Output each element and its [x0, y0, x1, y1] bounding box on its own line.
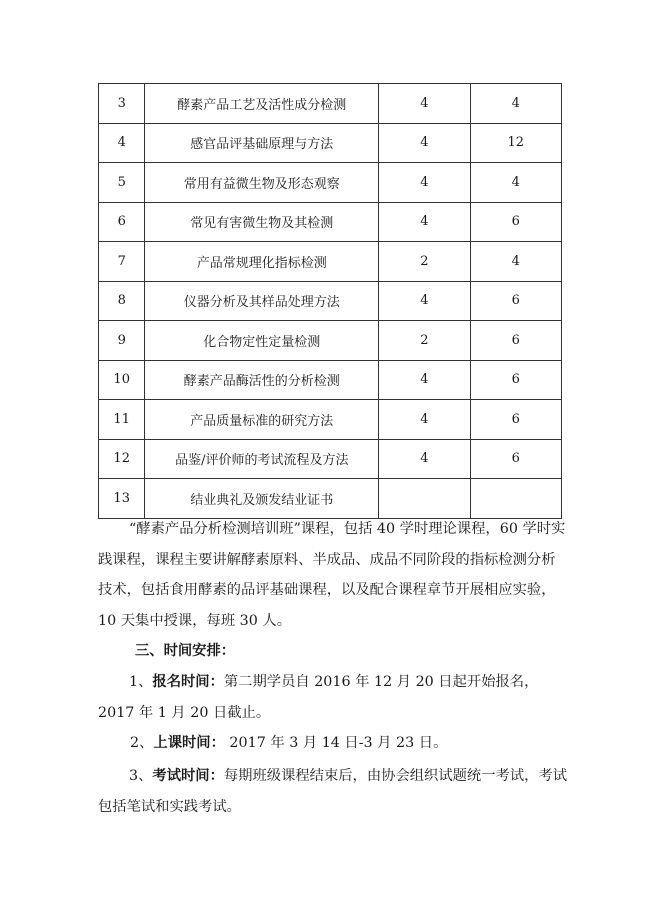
practice-hours-cell: 6	[470, 202, 562, 242]
row-number-cell: 3	[99, 84, 145, 124]
table-row	[99, 439, 562, 479]
row-number-cell: 9	[99, 321, 145, 361]
table-row	[99, 84, 562, 124]
item-text: 2017 年 3 月 14 日-3 月 23 日。	[224, 735, 448, 751]
course-content-cell: 感官品评基础原理与方法	[145, 123, 379, 163]
practice-hours-cell: 4	[470, 163, 562, 203]
table-row	[99, 202, 562, 242]
theory-hours-cell: 4	[379, 202, 470, 242]
table-row	[99, 163, 562, 203]
item-label: 上课时间：	[153, 735, 225, 751]
theory-hours-cell: 4	[379, 163, 470, 203]
course-schedule-table	[98, 83, 562, 519]
section-heading-schedule: 三、时间安排：	[135, 643, 236, 659]
course-content-cell: 产品质量标准的研究方法	[145, 400, 379, 440]
item-label: 考试时间：	[152, 768, 224, 784]
practice-hours-cell	[470, 479, 562, 519]
table-row	[99, 281, 562, 321]
theory-hours-cell: 4	[379, 400, 470, 440]
theory-hours-cell: 4	[379, 439, 470, 479]
item-number: 2、	[130, 735, 154, 751]
practice-hours-cell: 6	[470, 400, 562, 440]
item-text: 每期班级课程结束后，由协会组织试题统一考试，考试包括笔试和实践考试。	[98, 768, 568, 815]
course-content-cell: 化合物定性定量检测	[145, 321, 379, 361]
table-row	[99, 242, 562, 282]
row-number-cell: 5	[99, 163, 145, 203]
practice-hours-cell: 6	[470, 360, 562, 400]
theory-hours-cell: 2	[379, 242, 470, 282]
theory-hours-cell: 4	[379, 360, 470, 400]
course-content-cell: 产品常规理化指标检测	[145, 242, 379, 282]
practice-hours-cell: 6	[470, 321, 562, 361]
course-content-cell: 结业典礼及颁发结业证书	[145, 479, 379, 519]
schedule-item-class-time	[130, 728, 447, 759]
practice-hours-cell: 6	[470, 281, 562, 321]
theory-hours-cell: 2	[379, 321, 470, 361]
item-number: 1、	[129, 674, 153, 690]
course-content-cell: 常见有害微生物及其检测	[145, 202, 379, 242]
schedule-item-exam-time	[98, 761, 568, 822]
course-table-body	[99, 84, 562, 519]
practice-hours-cell: 4	[470, 84, 562, 124]
schedule-item-registration	[98, 667, 568, 728]
table-row	[99, 400, 562, 440]
course-content-cell: 常用有益微生物及形态观察	[145, 163, 379, 203]
course-content-cell: 酵素产品酶活性的分析检测	[145, 360, 379, 400]
course-content-cell: 酵素产品工艺及活性成分检测	[145, 84, 379, 124]
table-row	[99, 321, 562, 361]
row-number-cell: 6	[99, 202, 145, 242]
row-number-cell: 10	[99, 360, 145, 400]
item-label: 报名时间：	[152, 674, 224, 690]
row-number-cell: 4	[99, 123, 145, 163]
table-row	[99, 479, 562, 519]
course-content-cell: 品鉴/评价师的考试流程及方法	[145, 439, 379, 479]
theory-hours-cell: 4	[379, 281, 470, 321]
theory-hours-cell: 4	[379, 123, 470, 163]
practice-hours-cell: 12	[470, 123, 562, 163]
course-intro-paragraph: “酵素产品分析检测培训班”课程，包括 40 学时理论课程，60 学时实践课程，课程主要讲解酵素原料、半成品、成品不同阶段的指标检测分析技术，包括食用酵素的品评基础课程，以及配合课程章节开展相应实验，10 天集中授课，每班 30 人。	[98, 521, 566, 629]
table-row	[99, 360, 562, 400]
item-number: 3、	[129, 768, 153, 784]
theory-hours-cell: 4	[379, 84, 470, 124]
item-text: 第二期学员自 2016 年 12 月 20 日起开始报名，2017 年 1 月 20 日截止。	[98, 674, 539, 721]
row-number-cell: 8	[99, 281, 145, 321]
course-content-cell: 仪器分析及其样品处理方法	[145, 281, 379, 321]
practice-hours-cell: 6	[470, 439, 562, 479]
row-number-cell: 12	[99, 439, 145, 479]
table-row	[99, 123, 562, 163]
theory-hours-cell	[379, 479, 470, 519]
row-number-cell: 11	[99, 400, 145, 440]
row-number-cell: 7	[99, 242, 145, 282]
row-number-cell: 13	[99, 479, 145, 519]
practice-hours-cell: 4	[470, 242, 562, 282]
